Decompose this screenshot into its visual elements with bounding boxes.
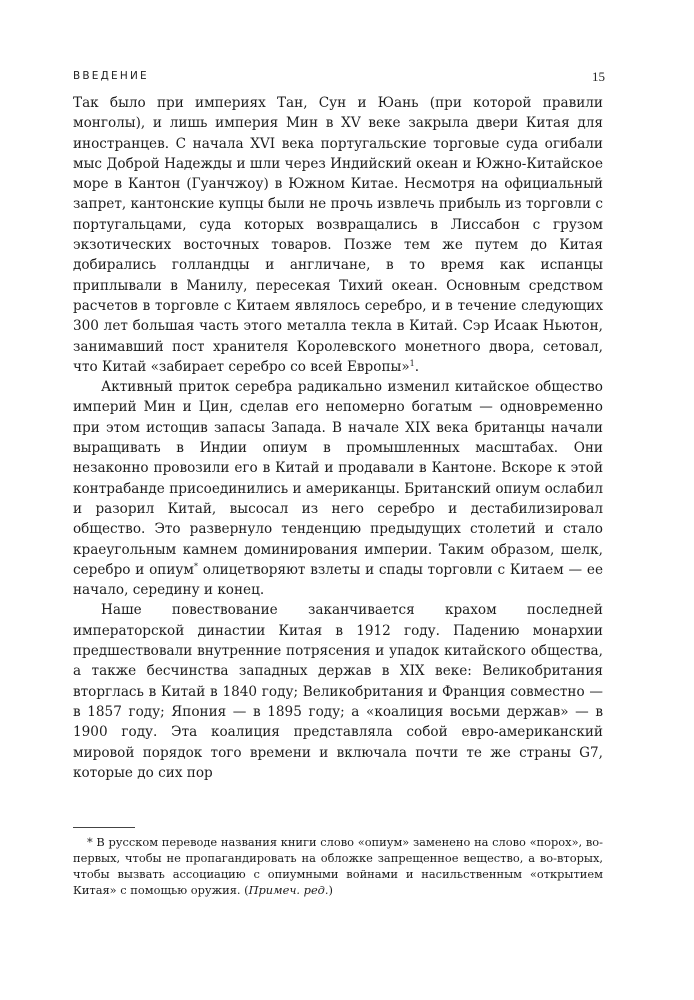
footnote-editor-note: Примеч. ред. (248, 883, 329, 897)
paragraph-2-text-a: Активный приток серебра радикально изменил китайское общество империй Мин и Цин, сделав его непомерно богатым — одновременно при этом истощив запасы Запада. В начале XIX века британцы начали выращивать в Индии опиум в промышленных масштабах. Они незаконно провозили его в Китай и продавали в Кантоне. Вскоре к этой контрабанде присоединились и американцы. Британский опиум ослабил и разорил Китай, высосал из него серебро и дестабилизировал общество. Это развернуло тенденцию предыдущих столетий и стало краеугольным камнем доминирования империи. Таким образом, шелк, серебро и опиум (73, 379, 603, 578)
footnote-ref-asterisk: * (193, 561, 198, 571)
footnote (73, 834, 603, 898)
footnote-divider (73, 827, 135, 828)
footnote-end: ) (328, 883, 333, 897)
paragraph-2-text-b: олицетворяют взлеты и спады торговли с Китаем — ее начало, середину и конец. (73, 561, 603, 599)
footnote-ref-1: 1 (409, 358, 415, 368)
page-number: 15 (592, 69, 605, 84)
footnote-text: * В русском переводе названия книги слово «опиум» заменено на слово «порох», во-первых, чтобы не пропагандировать на обложке запрещенное вещество, а во-вторых, чтобы вызвать ассоциацию с опиумными войнами и насильственным «открытием Китая» с помощью оружия. ( (73, 835, 603, 897)
running-head: ВВЕДЕНИЕ (73, 70, 149, 82)
paragraph-3: Наше повествование заканчивается крахом последней императорской династии Китая в 1912 году. Падению монархии предшествовали внутренние потрясения и упадок китайского общества, а также бесчинства западных держав в XIX веке: Великобритания вторглась в Китай в 1840 году; Великобритания и Франция совместно — в 1857 году; Япония — в 1895 году; а «коалиция восьми держав» — в 1900 году. Эта коалиция представляла собой евро-американский мировой порядок того времени и включала почти те же страны G7, которые до сих пор (73, 602, 603, 781)
paragraph-2 (73, 377, 603, 600)
paragraph-1-text: Так было при империях Тан, Сун и Юань (при которой правили монголы), и лишь империя Мин в XV веке закрыла двери Китая для иностранцев. С начала XVI века португальские торговые суда огибали мыс Доброй Надежды и шли через Индийский океан и Южно-Китайское море в Кантон (Гуанчжоу) в Южном Китае. Несмотря на официальный запрет, кантонские купцы были не прочь извлечь прибыль из торговли с португальцами, суда которых возвращались в Лиссабон с грузом экзотических восточных товаров. Позже тем же путем до Китая добирались голландцы и англичане, в то время как испанцы приплывали в Манилу, пересекая Тихий океан. Основным средством расчетов в торговле с Китаем являлось серебро, и в течение следующих 300 лет большая часть этого металла текла в Китай. Сэр Исаак Ньютон, занимавший пост хранителя Королевского монетного двора, сетовал, что Китай «забирает серебро со всей Европы» (73, 95, 603, 375)
paragraph-1-end: . (414, 358, 420, 375)
body-text (73, 93, 603, 783)
paragraph-1 (73, 93, 603, 377)
